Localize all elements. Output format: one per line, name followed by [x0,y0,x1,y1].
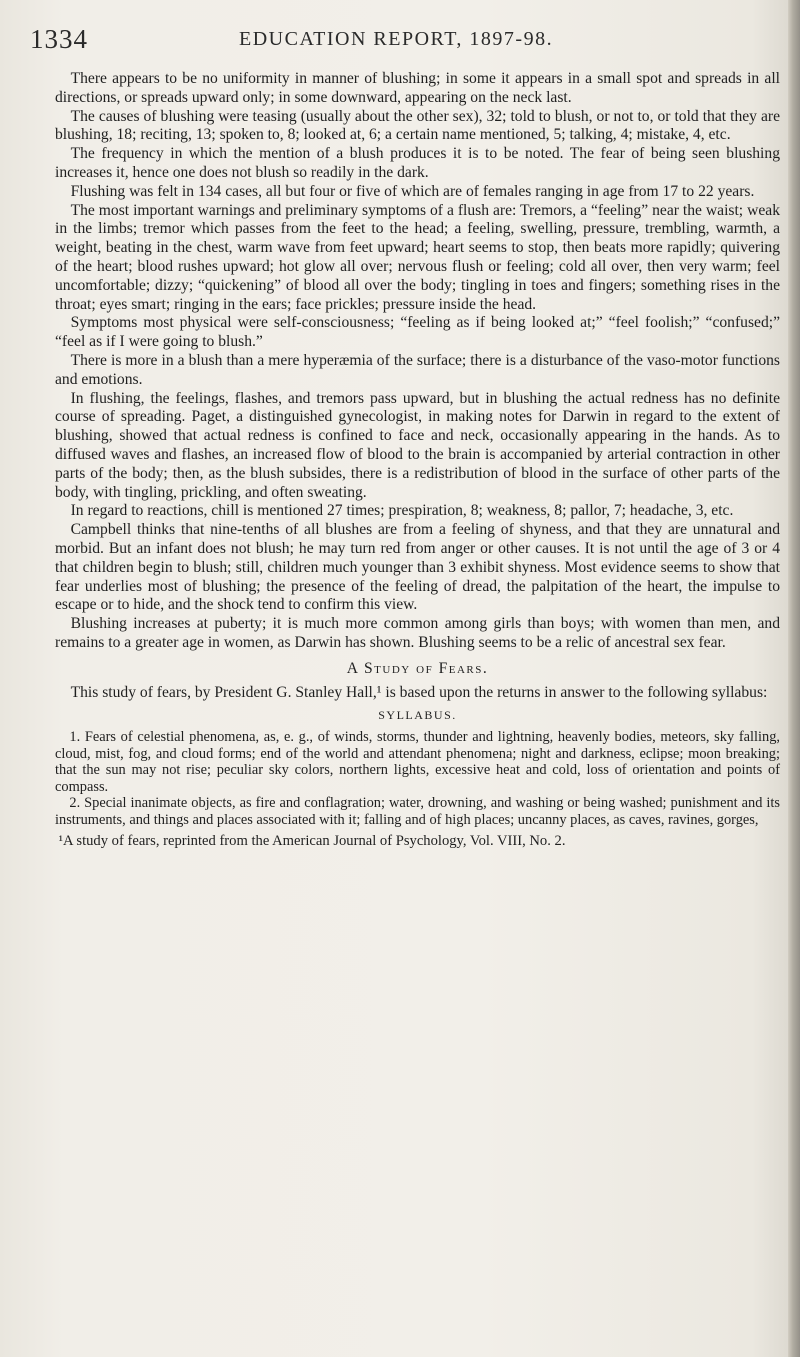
page-header [30,24,760,64]
syllabus-item: 2. Special inanimate objects, as fire and conflagration; water, drowning, and washing or being washed; punishment and its instruments, and things and places associated with it; falling and of high places; uncanny places, as caves, ravines, gorges, [55,795,780,829]
syllabus-title: SYLLABUS. [378,708,457,723]
paragraph-puberty: Blushing increases at puberty; it is much more common among girls than boys; with women than men, and remains to a greater age in women, as Darwin has shown. Blushing seems to be a relic of ancestral sex fear. [55,615,780,651]
footnote [55,833,780,850]
paragraph-flushing-cases: Flushing was felt in 134 cases, all but four or five of which are of females ranging in age from 17 to 22 years. [70,182,755,200]
paragraph-vasomotor: There is more in a blush than a mere hyperæmia of the surface; there is a disturbance of the vaso-motor functions and emotions. [55,351,780,388]
page-number: 1334 [30,24,88,54]
paragraph-flush-symptoms: The most important warnings and preliminary symptoms of a flush are: Tremors, a “feeling” near the waist; weak in the limbs; tremor which passes from the feet to the head; a feeling, swelling, pressure, trembling, warmth, a weight, beating in the chest, warm wave from feet upward; heart seems to stop, then beats more rapidly; quivering of the heart; blood rushes upward; hot glow all over; nervous flush or feeling; cold all over, then very warm; feel uncomfortable; dizzy; “quickening” of blood all over the body; tingling in toes and fingers; something rises in the throat; eyes smart; ringing in the ears; face prickles; pressure inside the head. [55,201,780,313]
paragraph-campbell: Campbell thinks that nine-tenths of all blushes are from a feeling of shyness, and that they are unnatural and morbid. But an infant does not blush; he may turn red from anger or other causes. It is not until the age of 3 or 4 that children begin to blush; still, children much younger than 3 exhibit shyness. Most evidence seems to show that fear underlies most of blushing; the presence of the feeling of dread, the palpitation of the heart, the impulse to escape or to hide, and the shock tend to confirm this view. [55,521,780,614]
paragraph-blush-causes: The causes of blushing were teasing (usually about the other sex), 32; told to blush, or not to, or told that they are blushing, 18; reciting, 13; spoken to, 8; looked at, 6; a certain name mentioned, 5; talking, 4; mistake, 4, etc. [55,107,780,144]
footnote-text: ¹A study of fears, reprinted from the American Journal of Psychology, Vol. VIII, No. 2. [58,832,566,849]
section-title: A Study of Fears. [346,659,489,677]
paragraph-blush-spread: There appears to be no uniformity in manner of blushing; in some it appears in a small spot and spreads in all directions, or spreads upward only; in some downward, appearing on the neck last. [55,70,780,106]
syllabus-list [55,729,780,829]
paragraph-flushing-vs-blushing: In flushing, the feelings, flashes, and tremors pass upward, but in blushing the actual redness has no definite course of spreading. Paget, a distinguished gynecologist, in making notes for Darwin in regard to the extent of blushing, showed that actual redness is confined to face and neck, occasionally appearing in the hands. As to diffused waves and flashes, an increased flow of blood to the brain is accompanied by arterial contraction in other parts of the body; then, as the blush subsides, there is a redistribution of blood in the surface of other parts of the body, with tingling, prickling, and often sweating. [55,389,780,501]
paragraph-blush-frequency: The frequency in which the mention of a blush produces it is to be noted. The fear of being seen blushing increases it, hence one does not blush so readily in the dark. [55,145,780,181]
running-head: EDUCATION REPORT, 1897-98. [239,28,554,50]
syllabus-item: 1. Fears of celestial phenomena, as, e. g., of winds, storms, thunder and lightning, heavenly bodies, meteors, sky falling, cloud, mist, fog, and cloud forms; end of the world and attendant phenomena; night and darkness, eclipse; moon breaking; that the sun may not rise; peculiar sky colors, northern lights, excessive heat and cold, loss of orientation and points of compass. [55,729,780,795]
page-content [55,70,780,850]
paragraph-physical-symptoms: Symptoms most physical were self-consciousness; “feeling as if being looked at;” “feel foolish;” “confused;” “feel as if I were going to blush.” [55,314,780,351]
paragraph-reactions: In regard to reactions, chill is mentioned 27 times; prespiration, 8; weakness, 8; pallor, 7; headache, 3, etc. [70,502,734,520]
section-intro: This study of fears, by President G. Stanley Hall,¹ is based upon the returns in answer to the following syllabus: [70,683,768,701]
page-edge-shadow [788,0,800,1357]
